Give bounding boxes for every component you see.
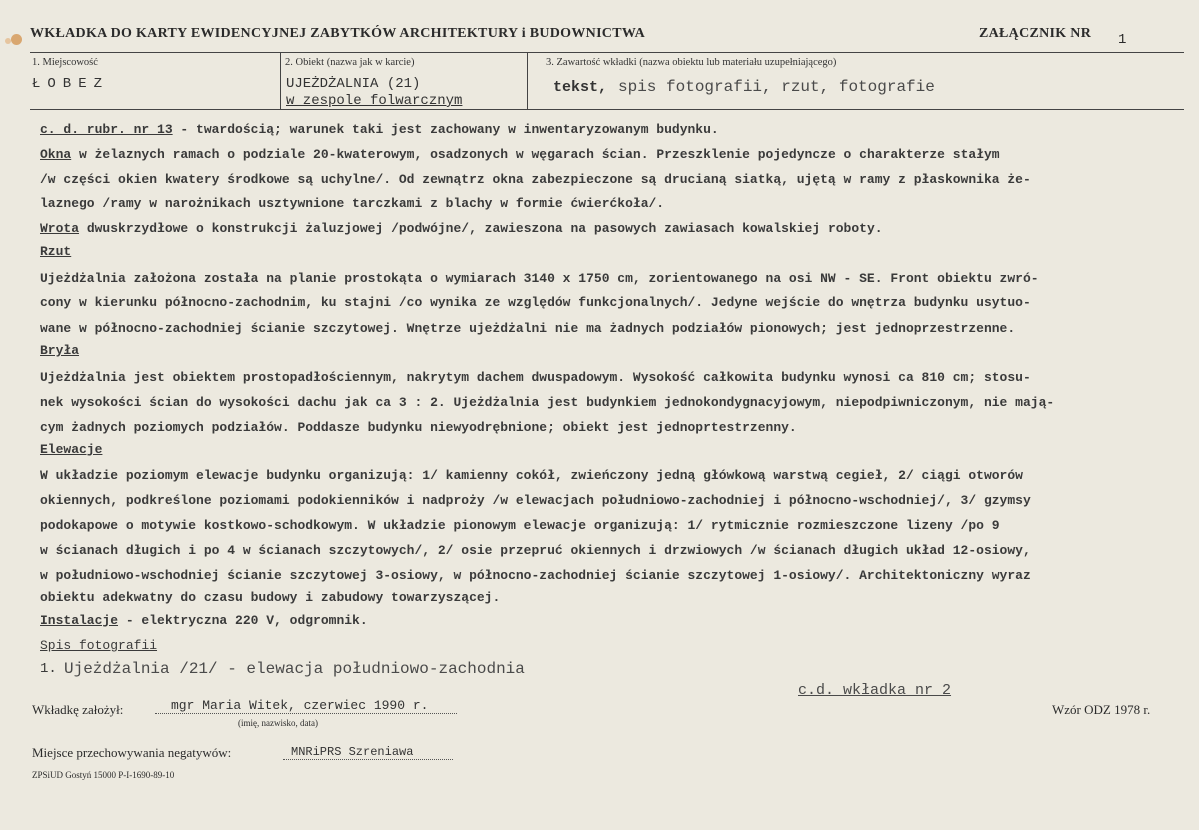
text-line-16: okiennych, podkreślone poziomami podokienników i nadproży /w elewacjach południowo-zachodniej i północno-wschodniej/, 3/ gzymsy xyxy=(40,493,1031,508)
punch-hole-mark-secondary xyxy=(5,38,11,44)
text-line-14 xyxy=(40,442,102,457)
text-line-21-content: - elektryczna 220 V, odgromnik. xyxy=(118,613,368,628)
rubric-reference: c. d. rubr. nr 13 xyxy=(40,122,173,137)
printer-imprint: ZPSiUD Gostyń 15000 P-I-1690-89-10 xyxy=(32,770,175,780)
text-line-6 xyxy=(40,244,71,259)
section-heading-windows: Okna xyxy=(40,147,72,162)
continued-note: c.d. wkładka nr 2 xyxy=(798,682,952,699)
text-line-17: podokapowe o motywie kostkowo-schodkowym. W układzie pionowym elewacje organizują: 1/ rytmicznie rozmieszczone lizeny /po 9 xyxy=(40,518,1000,533)
field-divider-2 xyxy=(527,52,528,109)
text-line-18: w ścianach długich i po 4 w ścianach szczytowych/, 2/ osie przepruć okiennych i drzwiowych /w ścianach długich układ 12-osiowy, xyxy=(40,543,1031,558)
form-title: WKŁADKA DO KARTY EWIDENCYJNEJ ZABYTKÓW ARCHITEKTURY i BUDOWNICTWA xyxy=(30,26,646,41)
form-version: Wzór ODZ 1978 r. xyxy=(1052,702,1151,717)
text-line-20: obiektu adekwatny do czasu budowy i zabudowy towarzyszącej. xyxy=(40,590,501,605)
section-heading-mass: Bryła xyxy=(40,343,80,358)
author-hint: (imię, nazwisko, data) xyxy=(238,718,318,728)
text-line-11: Ujeżdżalnia jest obiektem prostopadłościennym, nakrytym dachem dwuspadowym. Wysokość całkowita budynku wynosi ca 810 cm; stosu- xyxy=(40,370,1031,385)
author-label: Wkładkę założył: xyxy=(32,702,124,717)
field-locality-value: ŁOBEZ xyxy=(32,76,110,92)
photo-entry-number: 1. xyxy=(40,661,57,677)
punch-hole-mark xyxy=(11,34,22,45)
text-line-1 xyxy=(40,122,719,137)
field-contents-label: 3. Zawartość wkładki (nazwa obiektu lub materiału uzupełniającego) xyxy=(546,57,837,68)
storage-value: MNRiPRS Szreniawa xyxy=(283,745,453,760)
text-line-21 xyxy=(40,613,368,628)
attachment-label: ZAŁĄCZNIK NR xyxy=(979,26,1092,41)
author-value: mgr Maria Witek, czerwiec 1990 r. xyxy=(155,698,457,714)
field-locality-label: 1. Miejscowość xyxy=(32,57,98,68)
section-heading-elevations: Elewacje xyxy=(40,442,103,457)
field-divider-1 xyxy=(280,52,281,109)
field-object-label: 2. Obiekt (nazwa jak w karcie) xyxy=(285,57,415,68)
field-contents-handwritten: spis fotografii, rzut, fotografie xyxy=(618,78,935,96)
field-row-bottom-border xyxy=(30,109,1184,110)
text-line-5-content: dwuskrzydłowe o konstrukcji żaluzjowej /podwójne/, zawieszona na pasowych zawiasach kowalskiej roboty. xyxy=(79,221,883,236)
section-heading-gates: Wrota xyxy=(40,221,80,236)
text-line-10 xyxy=(40,343,79,358)
text-line-5 xyxy=(40,221,883,236)
section-heading-photo-list: Spis fotografii xyxy=(40,638,158,653)
text-line-19: w południowo-wschodniej ścianie szczytowej 3-osiowy, w północno-zachodniej ścianie szczytowej 1-osiowy/. Architektoniczny wyraz xyxy=(40,568,1031,583)
text-line-9: wane w północno-zachodniej ścianie szczytowej. Wnętrze ujeżdżalni nie ma żadnych podziałów pionowych; jest jednoprzestrzenne. xyxy=(40,321,1016,336)
attachment-number: 1 xyxy=(1118,32,1127,48)
text-line-15: W układzie poziomym elewacje budynku organizują: 1/ kamienny cokół, zwieńczony jedną główkową warstwą cegieł, 2/ ciągi otworów xyxy=(40,468,1023,483)
field-object-value-line2: w zespole folwarcznym xyxy=(286,93,463,109)
section-heading-plan: Rzut xyxy=(40,244,72,259)
text-line-2 xyxy=(40,147,1000,162)
text-line-12: nek wysokości ścian do wysokości dachu jak ca 3 : 2. Ujeżdżalnia jest budynkiem jednokondygnacyjowym, niepodpiwniczonym, nie mają- xyxy=(40,395,1055,410)
text-line-13: cym żadnych poziomych podziałów. Poddasze budynku niewyodrębnione; obiekt jest jednoprtestrzenny. xyxy=(40,420,797,435)
text-line-2-content: w żelaznych ramach o podziale 20-kwaterowym, osadzonych w węgarach ścian. Przeszklenie pojedyncze o charakterze stałym xyxy=(71,147,1000,162)
section-heading-installations: Instalacje xyxy=(40,613,119,628)
text-line-3: /w części okien kwatery środkowe są uchylne/. Od zewnątrz okna zabezpieczone są drucianą siatką, ujętą w ramy z płaskownika że- xyxy=(40,172,1031,187)
storage-label: Miejsce przechowywania negatywów: xyxy=(32,745,232,760)
photo-entry-text: Ujeżdżalnia /21/ - elewacja południowo-zachodnia xyxy=(64,660,525,678)
text-line-8: cony w kierunku północno-zachodnim, ku stajni /co wynika ze względów funkcjonalnych/. Jedyne wejście do wnętrza budynku usytuo- xyxy=(40,295,1031,310)
field-object-value-line1: UJEŻDŻALNIA (21) xyxy=(286,76,421,92)
text-line-22 xyxy=(40,638,157,653)
text-line-1-content: - twardością; warunek taki jest zachowany w inwentaryzowanym budynku. xyxy=(172,122,719,137)
text-line-4: laznego /ramy w narożnikach usztywnione tarczkami z blachy w formie ćwierćkoła/. xyxy=(40,196,665,211)
field-contents-typed: tekst, xyxy=(553,79,608,96)
text-line-7: Ujeżdżalnia założona została na planie prostokąta o wymiarach 3140 x 1750 cm, zorientowanego na osi NW - SE. Front obiektu zwró- xyxy=(40,271,1039,286)
field-row-top-border xyxy=(30,52,1184,53)
